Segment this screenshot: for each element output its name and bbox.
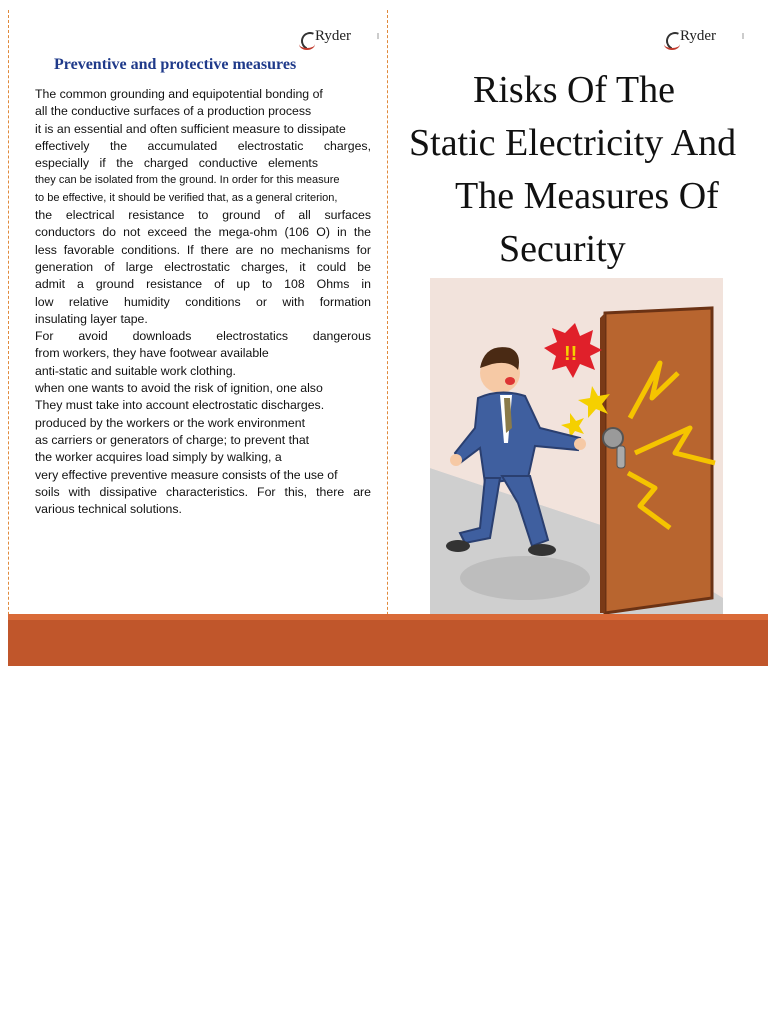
doorknob-icon: [603, 428, 623, 448]
body-line: They must take into account electrostatic discharges.: [35, 398, 325, 413]
title-line: Risks Of The: [473, 69, 675, 111]
title-line: Security: [499, 228, 626, 270]
body-line: The common grounding and equipotential bonding of: [35, 87, 323, 101]
footer-band: [8, 614, 768, 666]
logo-swoosh-accent-icon: [299, 38, 315, 50]
ryder-logo-left: [305, 28, 351, 45]
logo-mark: [742, 33, 744, 39]
body-text: [35, 86, 371, 518]
body-line: low relative humidity conditions or with formation: [35, 294, 371, 309]
mouth-shape: [505, 377, 515, 385]
body-line: especially if the charged conductive elements: [35, 156, 318, 171]
body-line: when one wants to avoid the risk of ignition, one also: [35, 381, 323, 396]
body-line: the electrical resistance to ground of all surfaces: [35, 208, 371, 223]
body-line: they can be isolated from the ground. In order for this measure: [35, 174, 340, 187]
logo-text: Ryder: [680, 28, 717, 44]
body-line: the worker acquires load simply by walking, a: [35, 450, 282, 465]
body-line: all the conductive surfaces of a production process: [35, 104, 312, 119]
body-line: from workers, they have footwear available: [35, 346, 269, 361]
body-line: soils with dissipative characteristics. For this, there are: [35, 484, 371, 499]
body-line: to be effective, it should be verified that, as a general criterion,: [35, 191, 338, 204]
body-line: insulating layer tape.: [35, 311, 148, 326]
title-line: The Measures Of: [455, 175, 719, 217]
logo-text: Ryder: [315, 28, 352, 44]
logo-mark: [377, 33, 379, 39]
page-title: [395, 64, 765, 276]
footer-band-highlight: [8, 614, 768, 620]
hand-shape: [450, 454, 462, 466]
alert-text: !!: [564, 343, 578, 365]
body-line: as carriers or generators of charge; to prevent that: [35, 432, 310, 447]
shadow-shape: [460, 556, 590, 600]
body-line: it is an essential and often sufficient measure to dissipate: [35, 121, 346, 136]
body-line: less favorable conditions. If there are no mechanisms for: [35, 242, 371, 257]
keyhole-plate: [617, 446, 625, 468]
ryder-logo-right: [670, 28, 716, 45]
left-fold-line: [8, 10, 10, 665]
static-shock-illustration: [430, 278, 723, 615]
body-line: anti-static and suitable work clothing.: [35, 363, 236, 378]
body-line: various technical solutions.: [35, 502, 182, 517]
body-line: admit a ground resistance of up to 108 Ohms in: [35, 277, 371, 292]
body-line: conductors do not exceed the mega-ohm (106 O) in the: [35, 225, 371, 240]
door-edge: [600, 313, 605, 613]
body-line: very effective preventive measure consists of the use of: [35, 467, 338, 482]
title-line: Static Electricity And: [409, 122, 737, 164]
body-line: For avoid downloads electrostatics dangerous: [35, 329, 371, 344]
body-line: effectively the accumulated electrostatic charges,: [35, 138, 371, 153]
hand-shape: [574, 438, 586, 450]
right-shoe-shape: [528, 544, 556, 556]
left-shoe-shape: [446, 540, 470, 552]
logo-swoosh-accent-icon: [664, 38, 680, 50]
body-line: produced by the workers or the work environment: [35, 415, 305, 430]
section-heading: Preventive and protective measures: [54, 56, 297, 73]
center-fold-line: [387, 10, 389, 665]
body-line: generation of large electrostatic charges, it could be: [35, 259, 371, 274]
